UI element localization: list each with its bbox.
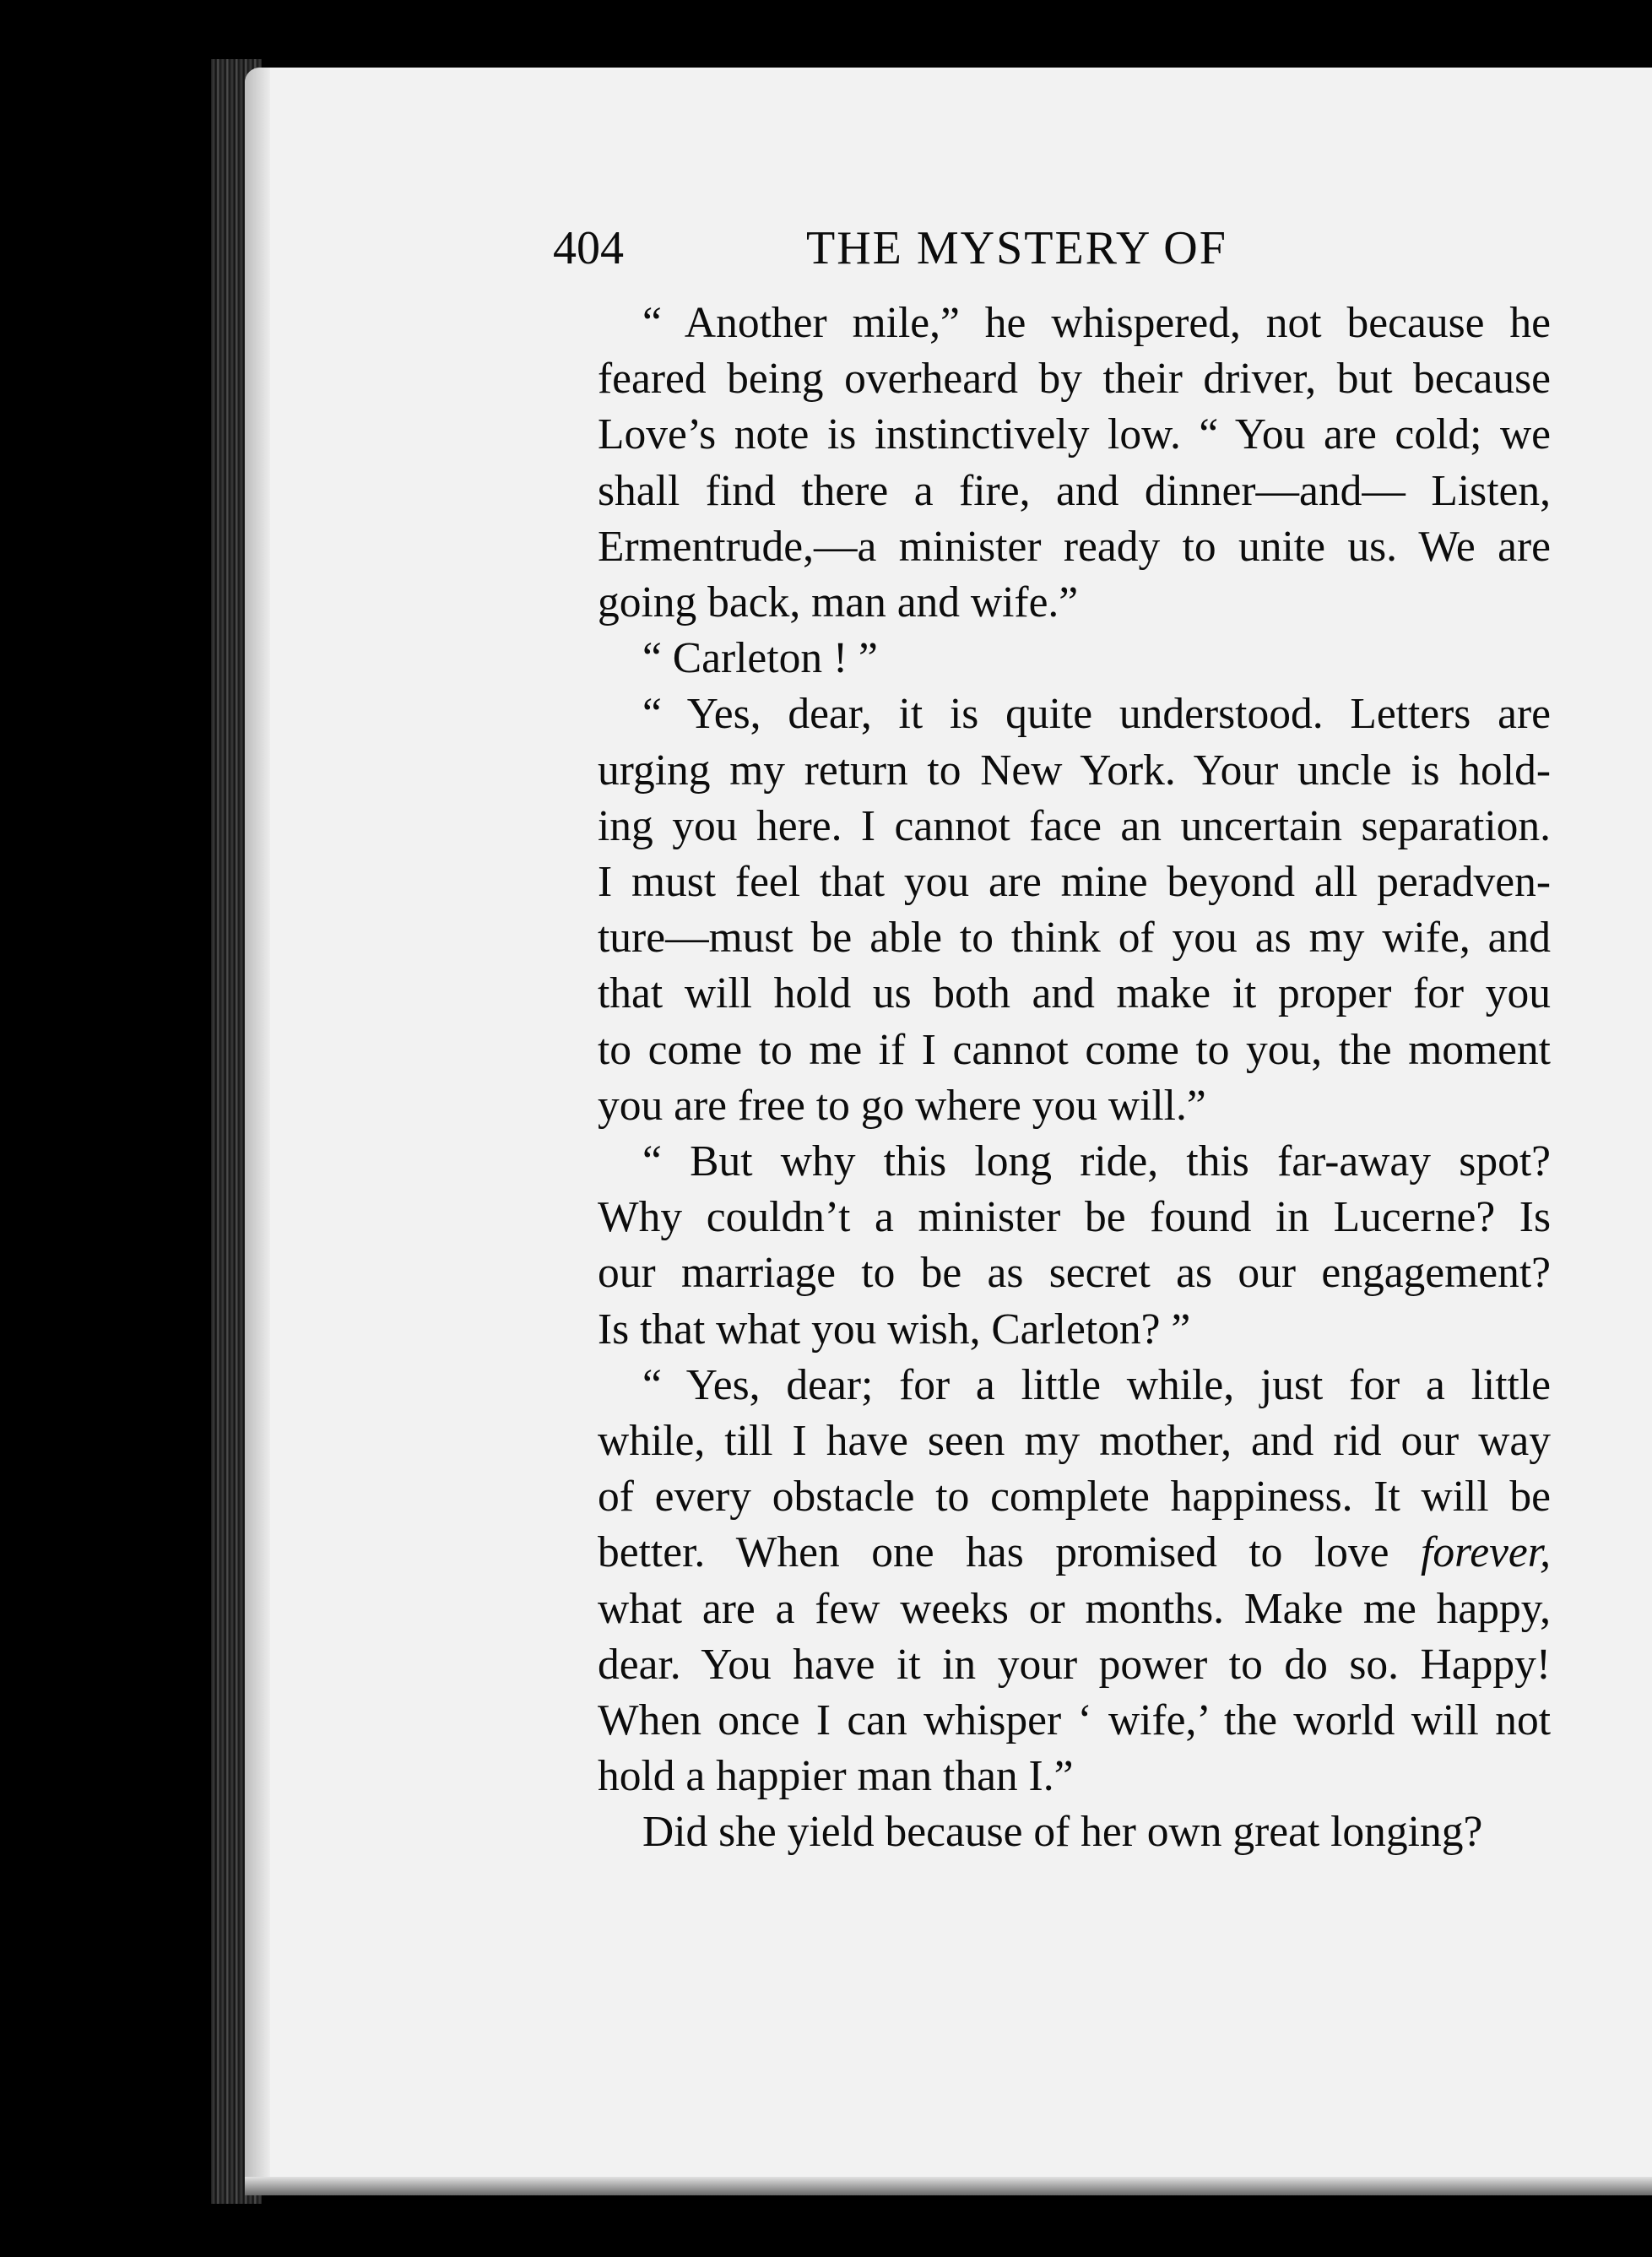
- text-line: to come to me if I cannot come to you, the moment: [598, 1025, 1551, 1074]
- text-line: dear. You have it in your power to do so. Happy!: [598, 1640, 1551, 1689]
- running-title: THE MYSTERY OF: [806, 222, 1227, 274]
- text-line: “ But why this long ride, this far-away spot?: [642, 1137, 1551, 1186]
- text-line: Is that what you wish, Carleton? ”: [598, 1305, 1191, 1354]
- page-header: [553, 221, 1549, 280]
- paragraph: [553, 686, 1551, 1134]
- paragraph: [553, 631, 1551, 686]
- text-line: shall find there a fire, and dinner—and— Listen,: [598, 466, 1551, 515]
- text-line: “ Yes, dear; for a little while, just for a little: [642, 1360, 1551, 1409]
- text-line: “ Carleton ! ”: [642, 634, 878, 683]
- text-line: that will hold us both and make it proper for you: [598, 969, 1551, 1018]
- text-line: our marriage to be as secret as our engagement?: [598, 1249, 1551, 1298]
- text-line: Ermentrude,—a minister ready to unite us. We are: [598, 522, 1551, 571]
- text-line: hold a happier man than I.”: [598, 1752, 1074, 1801]
- text-line: Did she yield because of her own great longing?: [642, 1808, 1483, 1857]
- text-line: urging my return to New York. Your uncle is hold-: [598, 746, 1551, 795]
- text-line: feared being overheard by their driver, but because: [598, 355, 1551, 404]
- text-line: I must feel that you are mine beyond all peradven-: [598, 858, 1551, 907]
- body-text: [553, 296, 1551, 1861]
- text-line: “ Yes, dear, it is quite understood. Letters are: [642, 690, 1551, 739]
- text-line: When once I can whisper ‘ wife,’ the world will not: [598, 1696, 1551, 1745]
- text-line: ing you here. I cannot face an uncertain separation.: [598, 801, 1551, 850]
- text-line: you are free to go where you will.”: [598, 1081, 1206, 1130]
- text-line: of every obstacle to complete happiness. It will be: [598, 1473, 1551, 1522]
- text-line: “ Another mile,” he whispered, not because he: [642, 299, 1551, 347]
- paragraph: [553, 1358, 1551, 1805]
- paragraph: [553, 1134, 1551, 1358]
- text-line: going back, man and wife.”: [598, 578, 1079, 627]
- page-number: 404: [553, 222, 624, 274]
- text-line: Why couldn’t a minister be found in Lucerne? Is: [598, 1193, 1551, 1242]
- text-segment: better. When one has promised to love: [598, 1528, 1389, 1577]
- text-line: what are a few weeks or months. Make me happy,: [598, 1584, 1551, 1633]
- italic-word: forever,: [1421, 1528, 1552, 1577]
- text-line: ture—must be able to think of you as my wife, and: [598, 914, 1551, 963]
- text-line: Love’s note is instinctively low. “ You are cold; we: [598, 410, 1551, 459]
- paragraph: [553, 296, 1551, 631]
- paragraph: [553, 1804, 1551, 1860]
- text-line-with-italic: [553, 1525, 1551, 1581]
- text-line: while, till I have seen my mother, and rid our way: [598, 1417, 1551, 1466]
